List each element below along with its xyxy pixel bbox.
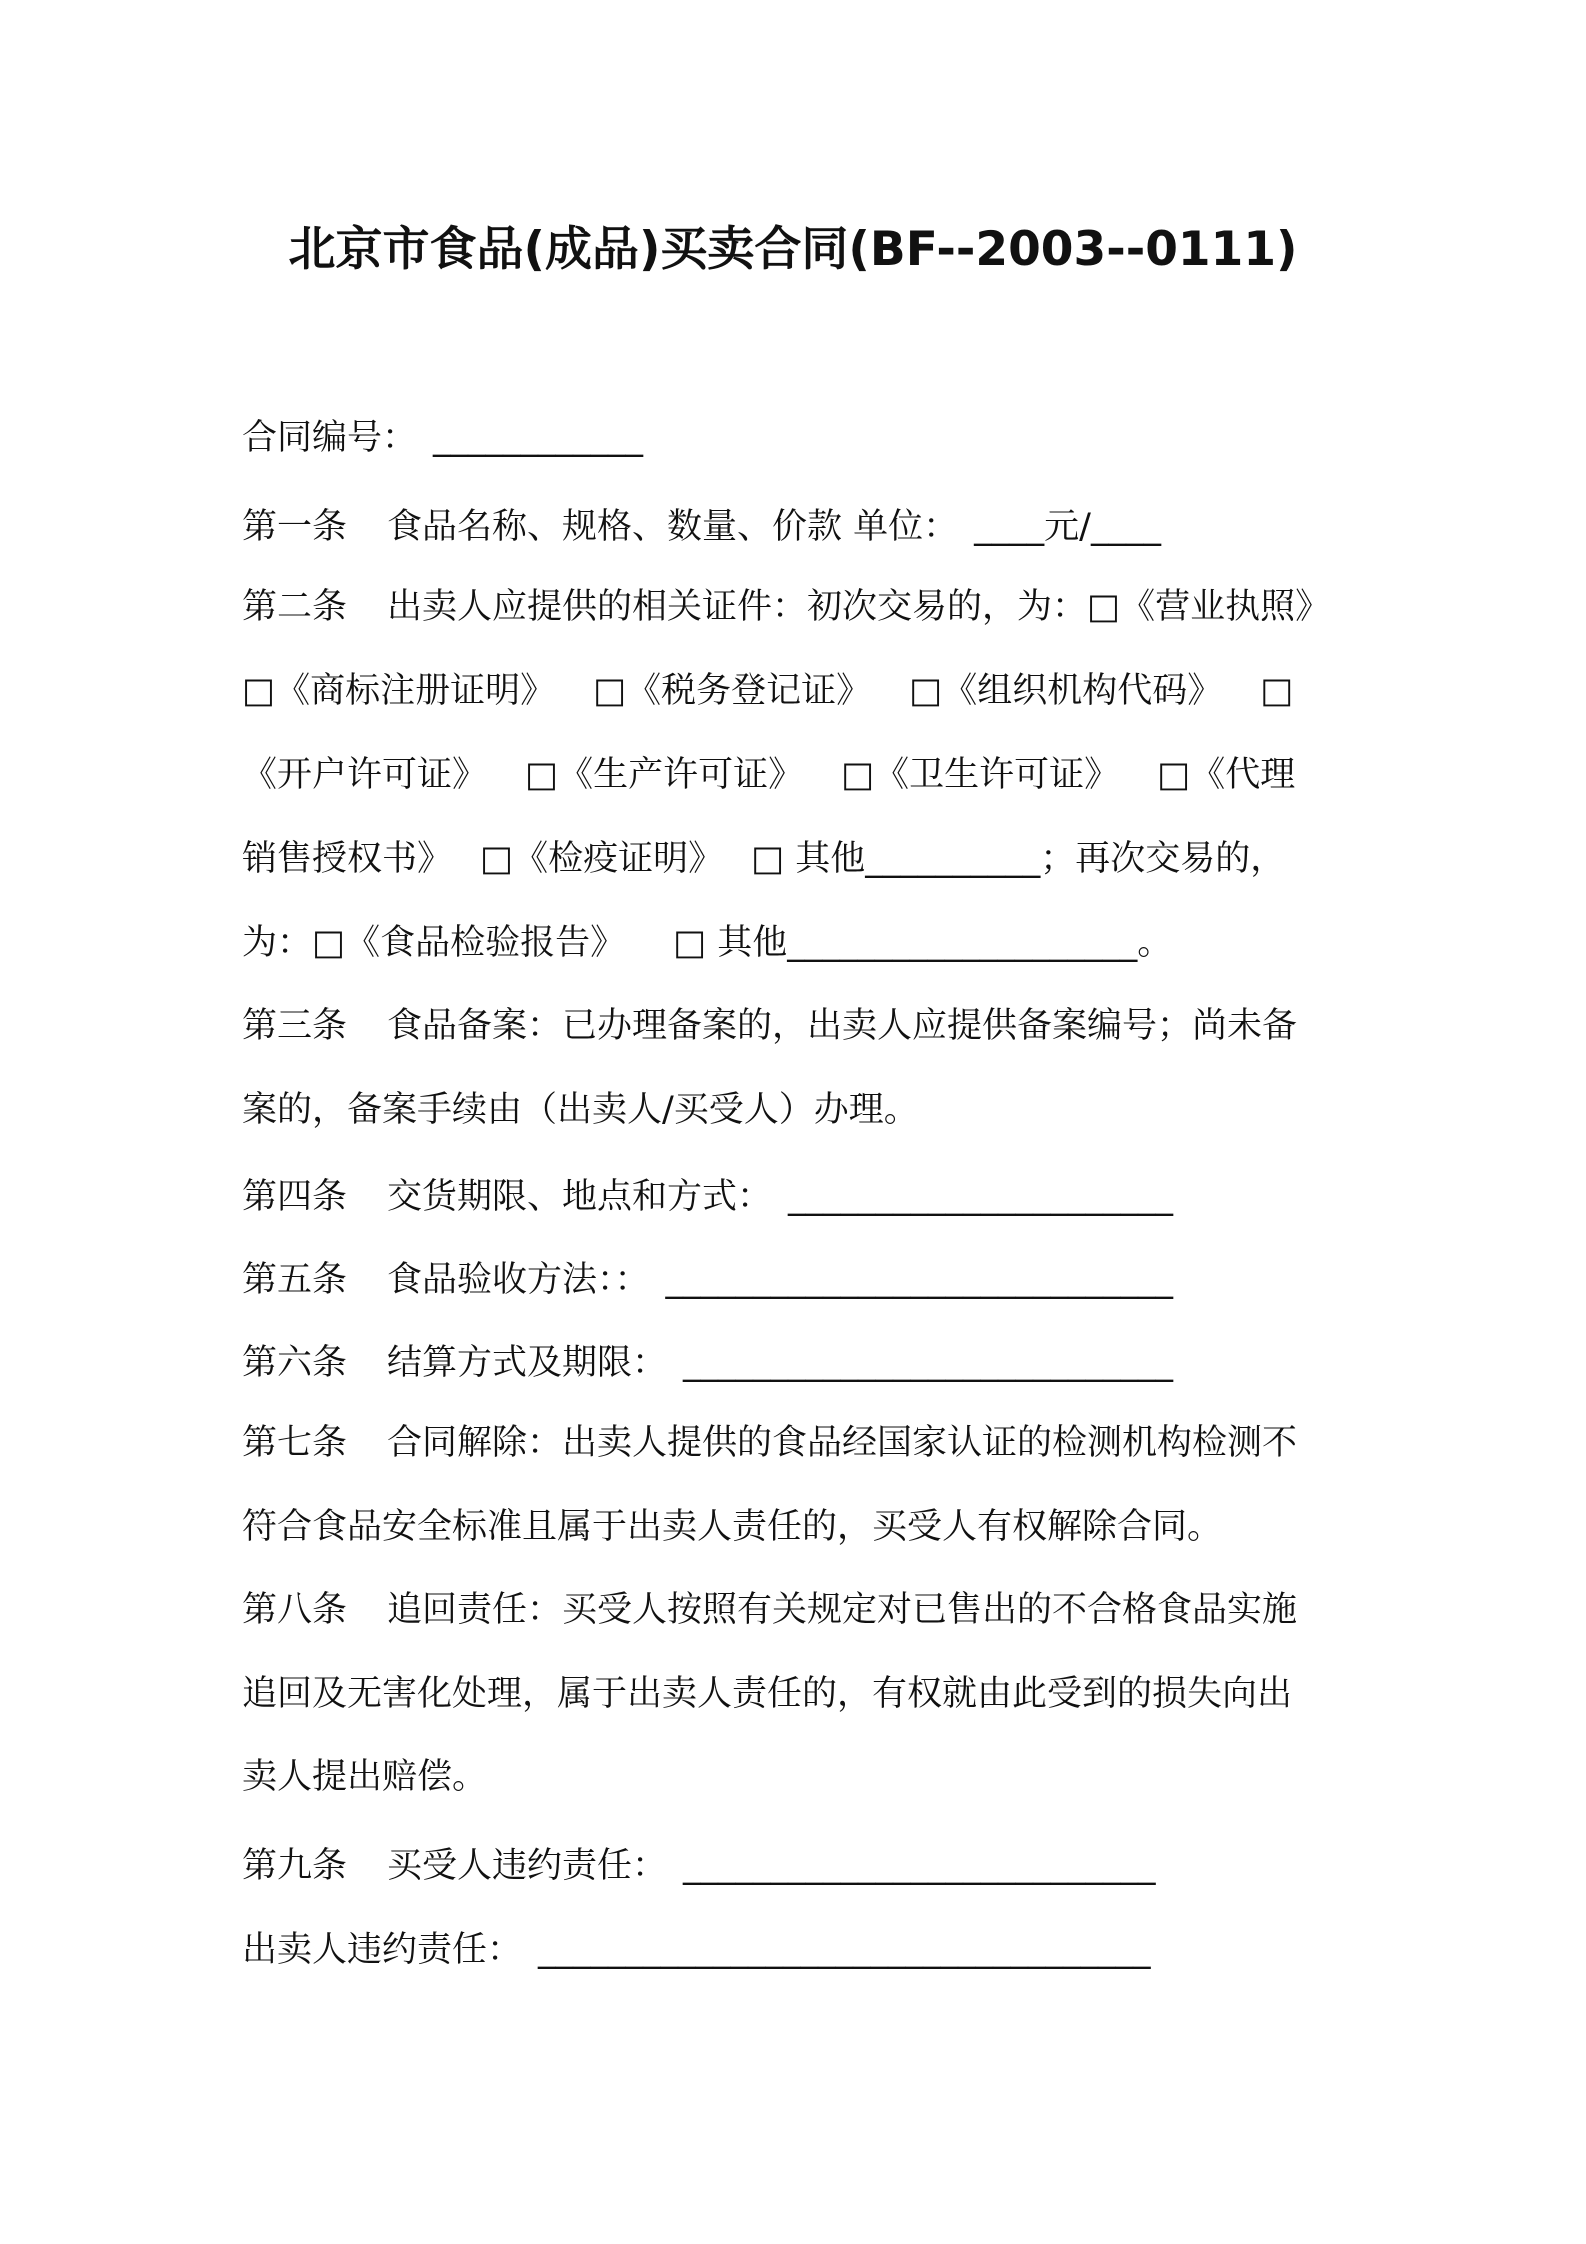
- article-7-line-1: [242, 1418, 1362, 1468]
- article-8-text-c: 卖人提出赔偿。: [242, 1757, 488, 1797]
- document-title: 北京市食品(成品)买卖合同(BF--2003--0111): [288, 222, 1298, 277]
- article-5: [242, 1255, 1362, 1305]
- article-3-number: 第三条: [242, 1006, 348, 1046]
- article-3-line-2: [242, 1085, 1362, 1135]
- article-7-number: 第七条: [242, 1423, 348, 1463]
- article-1-number: 第一条: [242, 507, 348, 547]
- article-9-seller: [242, 1925, 1362, 1975]
- checkbox-inspection-report: □《食品检验报告》: [312, 923, 626, 963]
- article-5-text: 食品验收方法：：: [387, 1260, 650, 1300]
- contract-number-blank: ____________: [433, 418, 644, 458]
- article-8-number: 第八条: [242, 1590, 348, 1630]
- again-prefix: 为：: [242, 923, 313, 963]
- article-9-seller-blank: ___________________________________: [538, 1930, 1151, 1970]
- article-8-text-b: 追回及无害化处理，属于出卖人责任的，有权就由此受到的损失向出: [242, 1674, 1293, 1714]
- checkbox-agency-cont: 销售授权书》: [242, 839, 453, 879]
- article-9-seller-text: 出卖人违约责任：: [242, 1930, 523, 1970]
- article-6-blank: ____________________________: [683, 1343, 1174, 1383]
- article-9-number: 第九条: [242, 1846, 348, 1886]
- article-6-number: 第六条: [242, 1343, 348, 1383]
- article-9-buyer: [242, 1841, 1362, 1891]
- checkbox-other-2: □ 其他____________________。: [673, 923, 1173, 963]
- article-4-text: 交货期限、地点和方式：: [387, 1177, 773, 1217]
- article-5-blank: _____________________________: [665, 1260, 1174, 1300]
- checkbox-agency: □《代理: [1157, 755, 1296, 795]
- article-6-text: 结算方式及期限：: [387, 1343, 668, 1383]
- checkbox-hygiene: □《卫生许可证》: [841, 755, 1120, 795]
- article-9-buyer-text: 买受人违约责任：: [387, 1846, 668, 1886]
- article-3-text-a: 食品备案：已办理备案的，出卖人应提供备案编号；尚未备: [387, 1006, 1298, 1046]
- article-2-intro: 出卖人应提供的相关证件：初次交易的，为：: [387, 587, 1088, 627]
- article-8-text-a: 追回责任：买受人按照有关规定对已售出的不合格食品实施: [387, 1590, 1298, 1630]
- checkbox-production: □《生产许可证》: [525, 755, 804, 795]
- checkbox-business-license: □《营业执照》: [1087, 587, 1331, 627]
- article-1-text: 食品名称、规格、数量、价款 单位：: [387, 507, 959, 547]
- article-2-line-5: [242, 918, 1362, 968]
- article-2-line-3: [242, 750, 1362, 800]
- article-2-line-2: [242, 666, 1362, 716]
- article-1: [242, 502, 1362, 552]
- article-4-number: 第四条: [242, 1177, 348, 1217]
- article-7-text-a: 合同解除：出卖人提供的食品经国家认证的检测机构检测不: [387, 1423, 1298, 1463]
- checkbox-tax: □《税务登记证》: [593, 671, 872, 711]
- article-9-buyer-blank: ___________________________: [683, 1846, 1156, 1886]
- article-2-line-4: [242, 834, 1362, 884]
- contract-number-line: [242, 413, 1362, 463]
- article-2-line-1: [242, 582, 1362, 632]
- article-8-line-1: [242, 1585, 1362, 1635]
- article-4-blank: ______________________: [788, 1177, 1174, 1217]
- checkbox-org-code: □《组织机构代码》: [909, 671, 1223, 711]
- checkbox-account-box: □: [1260, 671, 1294, 711]
- article-3-text-b: 案的，备案手续由（出卖人/买受人）办理。: [242, 1090, 919, 1130]
- article-6: [242, 1338, 1362, 1388]
- checkbox-quarantine: □《检疫证明》: [480, 839, 724, 879]
- article-4: [242, 1172, 1362, 1222]
- checkbox-trademark: □《商标注册证明》: [242, 671, 556, 711]
- article-7-text-b: 符合食品安全标准且属于出卖人责任的，买受人有权解除合同。: [242, 1507, 1223, 1547]
- article-5-number: 第五条: [242, 1260, 348, 1300]
- article-7-line-2: [242, 1502, 1362, 1552]
- article-2-number: 第二条: [242, 587, 348, 627]
- checkbox-other-1: □ 其他__________；再次交易的，: [751, 839, 1286, 879]
- contract-number-label: 合同编号：: [242, 418, 418, 458]
- article-1-blank: ____元/____: [974, 507, 1161, 547]
- article-8-line-2: [242, 1669, 1362, 1719]
- article-8-line-3: [242, 1752, 1362, 1802]
- article-3-line-1: [242, 1001, 1362, 1051]
- checkbox-account: 《开户许可证》: [242, 755, 488, 795]
